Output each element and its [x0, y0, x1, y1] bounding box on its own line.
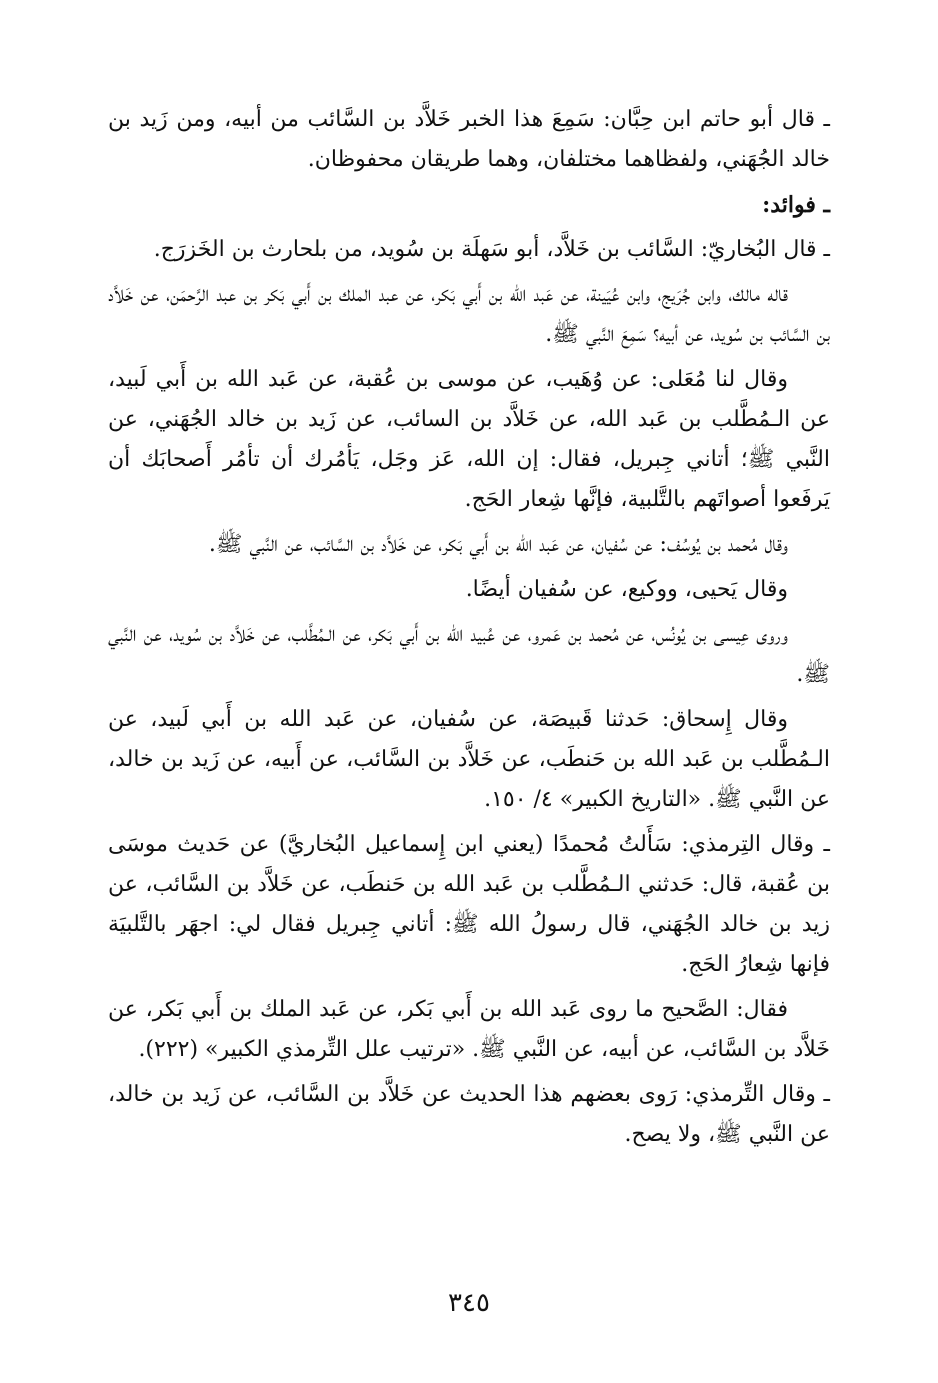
paragraph-muhammad-yusuf: وقال مُحمد بن يُوسُف: عن سُفيان، عن عَبد الله بن أَبي بَكر، عن خَلاَّد بن السَّائب، عن النَّبي ﷺ. [208, 532, 788, 557]
page-number: ٣٤٥ [448, 1288, 490, 1318]
paragraph-ishaq-chain: وقال إِسحاق: حَدثنا قَبيصَة، عن سُفيان، عن عَبد الله بن أَبي لَبيد، عن الـمُطَّلب بن عَبد الله بن حَنطَب، عن خَلاَّد بن السَّائب، عن أَبيه، عن زَيد بن خالد، عن النَّبي ﷺ. «التاريخ الكبير» ٤/ ١٥٠. [108, 707, 830, 812]
paragraph-yahya-waki: وقال يَحيى، ووكيع، عن سُفيان أيضًا. [465, 577, 788, 602]
paragraph-ibn-hibban: ـ قال أبو حاتم ابن حِبَّان: سَمِعَ هذا الخبر خَلاَّد بن السَّائب من أبيه، ومن زَيد بن خالد الجُهَني، ولفظاهما مختلفان، وهما طريقان محفوظان. [108, 107, 830, 172]
paragraph-malik-chain: قاله مالك، وابن جُرَيج، وابن عُيَينة، عن عَبد الله بن أَبي بَكر، عن عبد الملك بن أَبي بَكر بن عبد الرَّحمَن، عن خَلاَّد بن السَّائب بن سُويد، عن أبيه؟ سَمِعَ النَّبي ﷺ. [108, 282, 830, 347]
paragraph-isa-yunus: وروى عِيسى بن يُونُس، عن مُحمد بن عَمرو، عن عُبيد الله بن أَبي بَكر، عن الـمُطَّلب، عن خَلاَّد بن سُويد، عن النَّبي ﷺ. [108, 622, 830, 687]
paragraph-bukhari-quote: ـ قال البُخاريّ: السَّائب بن خَلاَّد، أبو سَهلَة بن سُويد، من بلحارث بن الخَزرَج. [153, 237, 830, 262]
paragraph-tirmidhi-conclusion: ـ وقال التِّرمذي: رَوى بعضهم هذا الحديث عن خَلاَّد بن السَّائب، عن زَيد بن خالد، عن النَّبي ﷺ، ولا يصح. [108, 1082, 830, 1147]
page-body [108, 100, 830, 1160]
section-heading-fawaid: ـ فوائد: [762, 192, 830, 218]
paragraph-bukhari-answer: فقال: الصَّحيح ما روى عَبد الله بن أَبي بَكر، عن عَبد الملك بن أَبي بَكر، عن خَلاَّد بن السَّائب، عن أبيه، عن النَّبي ﷺ. «ترتيب علل التِّرمذي الكبير» (٢٢٢). [108, 997, 830, 1062]
paragraph-muala-chain: وقال لنا مُعَلى: عن وُهَيب، عن موسى بن عُقبة، عن عَبد الله بن أَبي لَبيد، عن الـمُطَّلب بن عَبد الله، عن خَلاَّد بن السائب، عن زَيد بن خالد الجُهَني، عن النَّبي ﷺ؛ أتاني جِبريل، فقال: إن الله، عَز وجَل، يَأمُرك أن تأمُر أَصحابَك أن يَرفَعوا أصواتَهم بالتَّلبية، فإنَّها شِعار الحَج. [108, 367, 830, 512]
paragraph-tirmidhi-question: ـ وقال التِرمذي: سَأَلتُ مُحمدًا (يعني ابن إِسماعيل البُخاريَّ) عن حَديث موسَى بن عُقبة، قال: حَدثني الـمُطَّلب بن عَبد الله بن حَنطَب، عن خَلاَّد بن السَّائب، عن زيد بن خالد الجُهَني، قال رسولُ الله ﷺ: أتاني جِبريل فقال لي: اجهَر بالتَّلبيَة فإنها شِعارُ الحَج. [108, 832, 830, 977]
